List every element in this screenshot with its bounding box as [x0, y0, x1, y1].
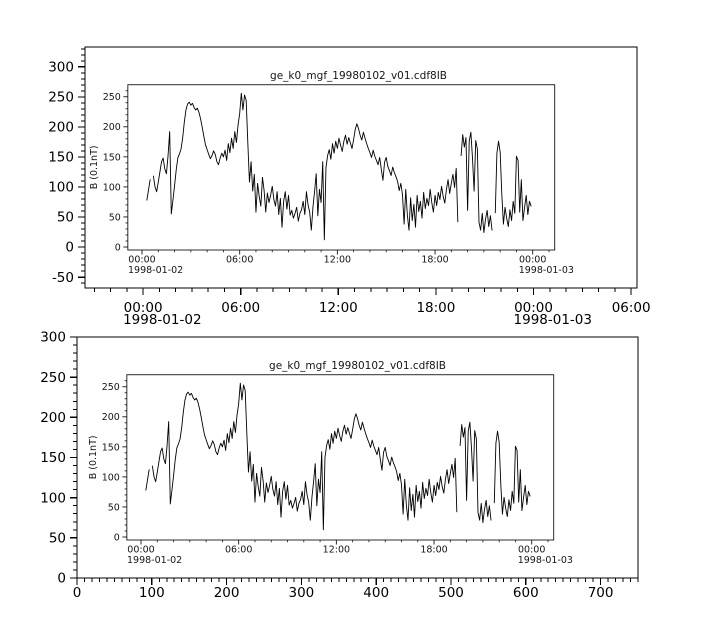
inset-y-tick-label: 100 [101, 472, 120, 484]
x-tick-label: 300 [288, 585, 315, 601]
inset-x-tick-label: 06:00 [225, 254, 254, 266]
inset-y-tick-label: 200 [102, 122, 121, 134]
inset-x-tick-label: 12:00 [323, 254, 352, 266]
y-tick-label: 150 [48, 149, 74, 166]
y-tick-label: 150 [40, 450, 66, 467]
x-tick-date-label: 1998-01-02 [123, 312, 202, 328]
inset-x-tick-date-label: 1998-01-02 [128, 265, 184, 277]
inset-x-tick-label: 18:00 [421, 254, 449, 266]
inset-x-tick-label: 00:00 [128, 254, 156, 266]
y-tick-label: 0 [65, 239, 74, 256]
inset-x-tick-label: 00:00 [127, 544, 155, 556]
y-tick-label: 0 [57, 570, 66, 587]
y-tick-label: 50 [48, 530, 66, 547]
x-tick-label: 00:00 [514, 300, 553, 316]
x-tick-label: 06:00 [611, 300, 651, 316]
series-path [147, 93, 531, 240]
inset-x-tick-label: 00:00 [519, 254, 547, 266]
top-panel [48, 47, 650, 328]
top-panel-inset [89, 70, 574, 276]
inset-y-tick-label: 200 [101, 412, 120, 424]
y-tick-label: 50 [56, 209, 74, 226]
inset-x-tick-label: 18:00 [420, 544, 448, 556]
inset-y-tick-label: 250 [101, 382, 120, 394]
y-tick-label: 100 [40, 490, 66, 507]
x-tick-label: 200 [213, 585, 240, 601]
inset-x-tick-date-label: 1998-01-03 [518, 265, 574, 277]
x-tick-label: 0 [72, 585, 82, 601]
x-tick-date-label: 1998-01-03 [513, 312, 592, 328]
inset-y-tick-label: 150 [101, 442, 120, 454]
inset-x-tick-label: 12:00 [322, 544, 351, 556]
inset-x-tick-label: 06:00 [224, 544, 253, 556]
inset-y-tick-label: 150 [102, 152, 121, 164]
y-tick-label: 200 [48, 119, 74, 136]
plot-box [85, 47, 637, 288]
x-tick-label: 00:00 [123, 300, 163, 316]
series-path [146, 383, 530, 530]
inset-y-tick-label: 0 [113, 532, 120, 544]
inset-y-tick-label: 50 [107, 502, 120, 514]
x-tick-label: 12:00 [318, 300, 358, 316]
inset-x-tick-label: 00:00 [518, 544, 546, 556]
x-tick-label: 600 [512, 585, 539, 601]
y-tick-label: 250 [40, 369, 66, 386]
inset-title: ge_k0_mgf_19980102_v01.cdf8IB [270, 70, 448, 83]
inset-x-tick-date-label: 1998-01-02 [127, 555, 183, 567]
y-tick-label: 200 [40, 409, 66, 426]
inset-plot-box [128, 85, 555, 250]
x-tick-label: 100 [138, 585, 165, 601]
inset-y-tick-label: 250 [102, 92, 121, 104]
inset-y-axis-title: B (0.1nT) [88, 145, 100, 190]
x-tick-label: 400 [363, 585, 390, 601]
x-tick-label: 700 [587, 585, 614, 601]
x-tick-label: 500 [438, 585, 464, 601]
inset-y-tick-label: 0 [114, 242, 121, 254]
x-tick-label: 06:00 [221, 300, 261, 316]
inset-plot-box [127, 375, 554, 540]
inset-y-axis-title: B (0.1nT) [87, 435, 99, 480]
inset-title: ge_k0_mgf_19980102_v01.cdf8IB [269, 360, 447, 373]
y-tick-label: 300 [48, 59, 74, 76]
y-tick-label: -50 [51, 269, 74, 286]
x-tick-label: 18:00 [416, 300, 456, 316]
y-tick-label: 250 [48, 89, 74, 106]
inset-y-tick-label: 50 [108, 212, 121, 224]
y-tick-label: 100 [48, 179, 74, 196]
inset-y-tick-label: 100 [102, 182, 121, 194]
bottom-panel-inset [88, 360, 573, 566]
inset-x-tick-date-label: 1998-01-03 [517, 555, 573, 567]
y-tick-label: 300 [40, 329, 66, 346]
